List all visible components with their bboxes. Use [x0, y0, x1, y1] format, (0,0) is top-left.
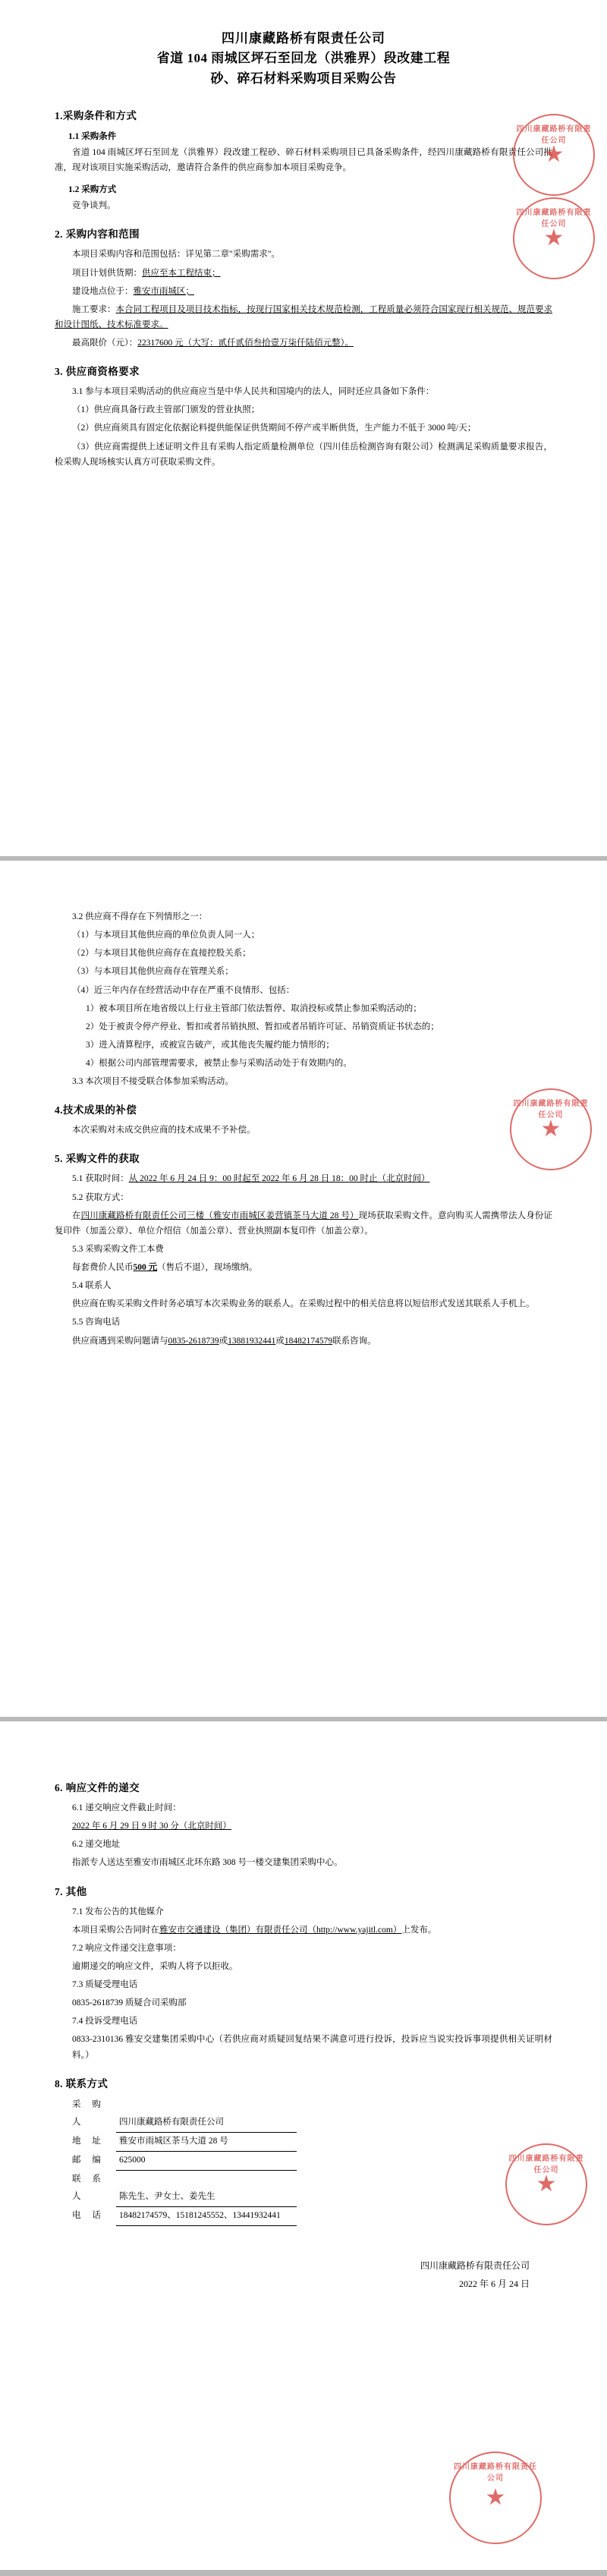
contact-label-phone: 电 话 — [72, 2210, 105, 2220]
section-5-4-label-row: 5.4 联系人 — [72, 1281, 112, 1291]
section-8-heading: 8. 联系方式 — [55, 2077, 109, 2089]
section-2-period-value: 供应至本工程结束； — [142, 268, 221, 278]
section-7-1-text — [55, 1923, 552, 1938]
section-2-heading: 2. 采购内容和范围 — [55, 228, 140, 241]
page-title — [55, 29, 552, 89]
section-5-1-value: 从 2022 年 6 月 24 日 9：00 时起至 2022 年 6 月 28 日 18：00 时止（北京时间） — [128, 1174, 430, 1184]
contact-value-address: 雅安市雨城区茶马大道 28 号 — [116, 2133, 297, 2152]
section-3-2-sub-4: 4）根据公司内部管理需要求，被禁止参与采购活动处于有效期内的。 — [86, 1059, 352, 1068]
section-3-heading: 3. 供应商资格要求 — [55, 366, 140, 378]
section-2-site-label: 建设地点位于： — [72, 286, 134, 296]
section-5-5-text — [55, 1334, 552, 1349]
document-page-1 — [0, 0, 607, 856]
phone-number-1: 0835-2618739 — [168, 1336, 219, 1346]
section-3-2-item-1: （1）与本项目其他供应商的单位负责人同一人； — [72, 931, 260, 940]
seal-star-icon: ★ — [536, 2171, 557, 2197]
section-7-1-label-row: 7.1 发布公告的其他媒介 — [72, 1907, 164, 1916]
section-1-1-heading: 1.1 采购条件 — [68, 132, 117, 142]
section-3-2-sub-3: 3）进入清算程序，或被宣告破产，或其他丧失履约能力情形的； — [86, 1040, 335, 1050]
section-7-2-text: 逾期递交的响应文件，采购人将予以拒收。 — [72, 1961, 238, 1971]
section-3-1-item-3: （3）供应商需提供上述证明文件且有采购人指定质量检测单位（四川佳岳检测咨询有限公司）检测满足采购质量要求报告，检采购人现场核实认真方可获取采购文件。 — [55, 442, 552, 467]
section-3-2-sub-2: 2）处于被责令停产停业、暂扣或者吊销执照、暂扣或者吊销许可证、吊销资质证书状态的； — [86, 1022, 439, 1031]
section-3-2-item-2: （2）与本项目其他供应商存在直接控股关系； — [72, 949, 251, 959]
section-7-heading: 7. 其他 — [55, 1885, 87, 1897]
seal-top-text: 四川康藏路桥有限责任公司 — [516, 125, 592, 145]
section-7-3-label-row: 7.3 质疑受理电话 — [72, 1980, 138, 1989]
section-5-2-text — [55, 1208, 552, 1239]
contact-value-phone: 18482174579、15181245552、13441932441 — [116, 2207, 297, 2226]
section-2-maxprice-value: 22317600 元（大写：贰仟贰佰叁拾壹万柒仟陆佰元整）。 — [137, 339, 354, 348]
section-5-3-text — [55, 1260, 552, 1275]
seal-star-icon: ★ — [485, 2485, 506, 2510]
section-3-2-item-3: （3）与本项目其他供应商存在管理关系； — [72, 967, 234, 977]
section-5-2-prefix: 在 — [72, 1211, 81, 1220]
document-page-2 — [0, 861, 607, 1717]
section-3-2-item-4: （4）近三年内存在经营活动中存在严重不良情形、包括： — [72, 985, 295, 995]
document-page-3 — [0, 1721, 607, 2570]
signature-company: 四川康藏路桥有限责任公司 — [420, 2260, 530, 2271]
contact-row-phone — [72, 2207, 552, 2226]
section-5-3-suffix: （售后不退），现场缴纳。 — [157, 1263, 258, 1272]
section-6-2-address: 指派专人送达至雅安市雨城区北环东路 308 号一楼交建集团采购中心。 — [72, 1858, 343, 1868]
section-5-1 — [72, 1171, 552, 1186]
section-6-2-label-row: 6.2 递交地址 — [72, 1840, 121, 1850]
contact-value-buyer: 四川康藏路桥有限责任公司 — [116, 2114, 297, 2133]
section-1-heading: 1.采购条件和方式 — [55, 110, 137, 122]
contact-label-person: 联 系 人 — [72, 2174, 105, 2201]
contact-label-postcode: 邮 编 — [72, 2155, 105, 2165]
section-5-5-mid-2: 或 — [275, 1336, 285, 1346]
title-line-subject: 砂、碎石材料采购项目采购公告 — [210, 71, 397, 86]
section-7-2-label-row: 7.2 响应文件递交注意事项： — [72, 1943, 181, 1953]
section-5-4-text: 供应商在购买采购文件时务必填写本次采购业务的联系人。在采购过程中的相关信息将以短信形式发送其联系人手机上。 — [72, 1299, 535, 1309]
section-5-5-mid-1: 或 — [219, 1336, 228, 1346]
section-2-period — [55, 266, 552, 281]
contact-value-postcode: 625000 — [116, 2152, 297, 2171]
phone-number-2: 13881932441 — [228, 1336, 276, 1346]
section-5-5-label-row: 5.5 咨询电话 — [72, 1318, 121, 1327]
seal-top-text: 四川康藏路桥有限责任公司 — [516, 209, 592, 228]
section-7-3-text: 0835-2618739 质疑合司采购部 — [72, 1998, 187, 2008]
section-5-2-label-row: 5.2 获取方式： — [72, 1192, 129, 1202]
section-2-requirements — [55, 302, 552, 332]
title-line-company: 四川康藏路桥有限责任公司 — [222, 31, 385, 46]
seal-top-text: 四川康藏路桥有限责任公司 — [454, 2463, 537, 2483]
section-1-1-text: 省道 104 雨城区坪石至回龙（洪雅界）段改建工程砂、碎石材料采购项目已具备采购条件，经四川康藏路桥有限责任公司批准，现对该项目实施采购活动，邀请符合条件的供应商参加本项目采购竞争。 — [55, 148, 552, 173]
section-2-requirements-value: 本合同工程项目及项目技术指标，按现行国家相关技术规范检测，工程质量必须符合国家现行相关规范、规范要求和设计图纸、技术标准要求。 — [55, 304, 552, 329]
section-7-1-suffix: 上发布。 — [401, 1925, 437, 1935]
seal-top-text: 四川康藏路桥有限责任公司 — [508, 2155, 584, 2174]
section-3-3-text: 3.3 本次项目不接受联合体参加采购活动。 — [72, 1077, 234, 1087]
contact-row-postcode — [72, 2152, 552, 2171]
section-2-maxprice-label: 最高限价（元）： — [72, 339, 138, 348]
publication-media-link[interactable]: 雅安市交通建设（集团）有限责任公司（http://www.yajitl.com） — [159, 1925, 402, 1935]
contact-label-address: 地 址 — [72, 2136, 105, 2146]
section-7-1-prefix: 本项目采购公告同时在 — [72, 1925, 159, 1935]
section-7-4-text: 0833-2310136 雅安交建集团采购中心（若供应商对质疑回复结果不满意可进行投诉，投诉应当说实投诉事项提供相关证明材料。） — [72, 2035, 552, 2060]
section-2-site-value: 雅安市雨城区； — [133, 286, 194, 296]
section-3-2-text: 3.2 供应商不得存在下列情形之一： — [72, 912, 208, 921]
section-3-1-text: 3.1 参与本项目采购活动的供应商应当是中华人民共和国境内的法人，同时还应具备如下条件： — [72, 387, 435, 397]
section-5-2-address: 四川康藏路桥有限责任公司三楼（雅安市雨城区姜营镇茶马大道 28 号） — [80, 1211, 359, 1220]
section-4-text: 本次采购对未成交供应商的技术成果不予补偿。 — [72, 1126, 256, 1135]
contact-row-address — [72, 2133, 552, 2152]
contact-value-person: 陈先生、尹女士、姜先生 — [116, 2188, 297, 2207]
contact-label-buyer: 采 购 人 — [72, 2099, 105, 2127]
section-7-4-label-row: 7.4 投诉受理电话 — [72, 2017, 138, 2026]
contact-row-buyer — [72, 2096, 552, 2133]
section-6-1-label-row: 6.1 递交响应文件截止时间： — [72, 1803, 181, 1812]
company-seal-5 — [449, 2452, 542, 2544]
section-5-3-prefix: 每套费价人民币 — [72, 1263, 134, 1272]
contact-row-person — [72, 2171, 552, 2207]
section-2-maxprice — [55, 335, 552, 351]
signature-date: 2022 年 6 月 24 日 — [458, 2278, 530, 2289]
title-line-project: 省道 104 雨城区坪石至回龙（洪雅界）段改建工程 — [156, 51, 451, 66]
section-4-heading: 4.技术成果的补偿 — [55, 1104, 137, 1116]
section-1-2-heading: 1.2 采购方式 — [68, 185, 117, 195]
section-2-requirements-label: 施工要求： — [72, 304, 116, 314]
section-5-1-label: 5.1 获取时间： — [72, 1174, 129, 1184]
section-2-site — [55, 284, 552, 299]
section-3-1-item-2: （2）供应商须具有固定化依据论料提供能保证供货期间不停产或半断供货，生产能力不低于 3000 吨/天； — [72, 424, 476, 433]
section-5-2-suffix: 现场获取采购文件。意向购买人需携带法人身份证复印件（加盖公章）、单位介绍信（加盖公章）、营业执照副本复印件（加盖公章）。 — [55, 1211, 553, 1236]
section-2-period-label: 项目计划供货期： — [72, 268, 142, 278]
seal-star-icon: ★ — [540, 1116, 561, 1142]
section-3-2-sub-1: 1）被本项目所在地省级以上行业主管部门依法暂停、取消投标或禁止参加采购活动的； — [86, 1003, 422, 1013]
seal-star-icon: ★ — [543, 142, 565, 167]
seal-star-icon: ★ — [543, 225, 565, 250]
section-1-2-text: 竞争谈判。 — [72, 201, 116, 211]
section-5-3-label-row: 5.3 采购采购文件工本费 — [72, 1244, 164, 1254]
seal-top-text: 四川康藏路桥有限责任公司 — [513, 1100, 589, 1120]
signature-block — [55, 2256, 552, 2293]
section-2-scope: 本项目采购内容和范围包括：详见第二章"采购需求"。 — [72, 250, 280, 260]
section-6-1-deadline: 2022 年 6 月 29 日 9 时 30 分（北京时间） — [72, 1822, 231, 1831]
section-5-5-prefix: 供应商遇到采购问题请与 — [72, 1336, 168, 1346]
section-6-heading: 6. 响应文件的递交 — [55, 1782, 140, 1793]
section-5-heading: 5. 采购文件的获取 — [55, 1153, 140, 1165]
section-5-3-amount: 500 元 — [133, 1263, 158, 1272]
section-5-5-suffix: 联系咨询。 — [332, 1336, 376, 1346]
section-3-1-item-1: （1）供应商具备行政主管部门颁发的营业执照； — [72, 405, 260, 415]
phone-number-3: 18482174579 — [284, 1336, 333, 1346]
